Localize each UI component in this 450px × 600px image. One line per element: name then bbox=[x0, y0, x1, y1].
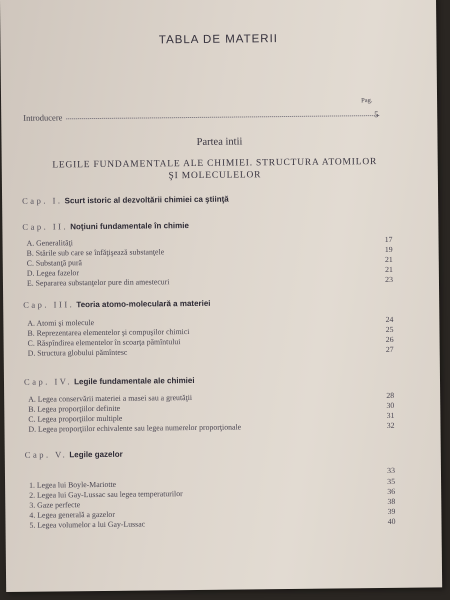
toc-entry-label: D. Structura globului pămîntesc bbox=[27, 347, 128, 358]
toc-entry bbox=[29, 465, 395, 475]
toc-entry-label: 1. Legea lui Boyle-Mariotte bbox=[29, 479, 117, 490]
part-heading: Partea intii bbox=[196, 136, 243, 148]
toc-entry-label: A. Legea conservării materiei a masei sau a greutăţii bbox=[28, 393, 193, 404]
leader-dots bbox=[66, 109, 379, 119]
toc-entry-label: 4. Legea generală a gazelor bbox=[29, 509, 115, 520]
chapter-number: Cap. I. bbox=[22, 195, 63, 206]
toc-entry-label: Introducere bbox=[23, 112, 63, 123]
chapter-title: Legile fundamentale ale chimiei bbox=[74, 375, 195, 387]
chapter-title: Noţiuni fundamentale în chimie bbox=[70, 221, 189, 232]
toc-entry-page: 25 bbox=[385, 324, 394, 334]
chapter-number: Cap. IV. bbox=[23, 376, 73, 387]
toc-entry-label: B. Reprezentarea elementelor şi compuşilor chimici bbox=[27, 327, 190, 338]
toc-entry-page: 19 bbox=[384, 244, 393, 254]
toc-entry-page: 33 bbox=[387, 465, 395, 475]
toc-entry-label: C. Substanţă pură bbox=[26, 258, 83, 268]
chapter-heading bbox=[24, 373, 404, 387]
chapter-number: Cap. III. bbox=[23, 299, 75, 310]
toc-entry-label: D. Legea proporţiilor echivalente sau legea numerelor proporţionale bbox=[28, 422, 242, 434]
toc-entry-page: 27 bbox=[385, 344, 394, 354]
toc-entry-page: 40 bbox=[387, 516, 396, 526]
toc-entry-page: 31 bbox=[386, 410, 395, 420]
page-title: TABLA DE MATERII bbox=[158, 33, 279, 47]
toc-entry-page: 21 bbox=[384, 254, 393, 264]
chapter-heading bbox=[25, 446, 405, 460]
toc-entry-page: 36 bbox=[387, 486, 396, 496]
toc-entry-page: 28 bbox=[386, 390, 395, 400]
toc-entry-page: 32 bbox=[386, 420, 395, 430]
toc-entry-page: 26 bbox=[385, 334, 394, 344]
toc-entry-label: A. Generalităţi bbox=[26, 238, 73, 248]
toc-entry-label: E. Separarea substanţelor pure din amestecuri bbox=[26, 277, 170, 288]
chapter-heading bbox=[23, 296, 403, 310]
chapter-title: Teoria atomo-moleculară a materiei bbox=[76, 298, 211, 310]
toc-entry-label: C. Răspîndirea elementelor în scoarţa pămîntului bbox=[27, 337, 181, 348]
toc-entry-page: 38 bbox=[387, 496, 396, 506]
toc-entry-label: B. Legea proporţiilor definite bbox=[28, 403, 121, 414]
toc-entry-label: A. Atomi şi molecule bbox=[27, 318, 95, 328]
part-title-line-2: ŞI MOLECULELOR bbox=[168, 170, 262, 182]
toc-entry-page: 30 bbox=[386, 400, 395, 410]
part-title bbox=[32, 156, 398, 184]
toc-entry-page: 23 bbox=[385, 274, 393, 284]
toc-entry-label: C. Legea proporţiilor multiple bbox=[28, 413, 123, 424]
toc-entry-page: 5 bbox=[374, 109, 379, 120]
toc-entry-label: B. Stările sub care se înfăţişează substanţele bbox=[26, 247, 165, 258]
chapter-title: Scurt istoric al dezvoltării chimiei ca ştiinţă bbox=[64, 194, 229, 206]
toc-entry-page: 21 bbox=[384, 264, 393, 274]
toc-entry-label: D. Legea fazelor bbox=[26, 268, 80, 278]
toc-entry-label: 2. Legea lui Gay-Lussac sau legea temperaturilor bbox=[29, 489, 183, 500]
toc-entry-label: 3. Gaze perfecte bbox=[29, 500, 81, 510]
toc-entry-page: 35 bbox=[387, 476, 396, 486]
part-title-line-1: LEGILE FUNDAMENTALE ALE CHIMIEI. STRUCTURA ATOMILOR bbox=[52, 157, 378, 171]
chapter-heading bbox=[22, 192, 402, 206]
toc-entry-page: 39 bbox=[387, 506, 396, 516]
chapter-number: Cap. II. bbox=[22, 221, 69, 232]
chapter-title: Legile gazelor bbox=[69, 449, 123, 460]
toc-entry-label: 5. Legea volumelor a lui Gay-Lussac bbox=[29, 519, 146, 530]
toc-entry-introduction bbox=[23, 109, 383, 123]
toc-entry-page: 24 bbox=[385, 314, 394, 324]
page-column-label: Pag. bbox=[361, 97, 373, 105]
toc-entry-page: 17 bbox=[384, 234, 393, 244]
chapter-number: Cap. V. bbox=[24, 449, 68, 460]
chapter-heading bbox=[22, 218, 402, 232]
